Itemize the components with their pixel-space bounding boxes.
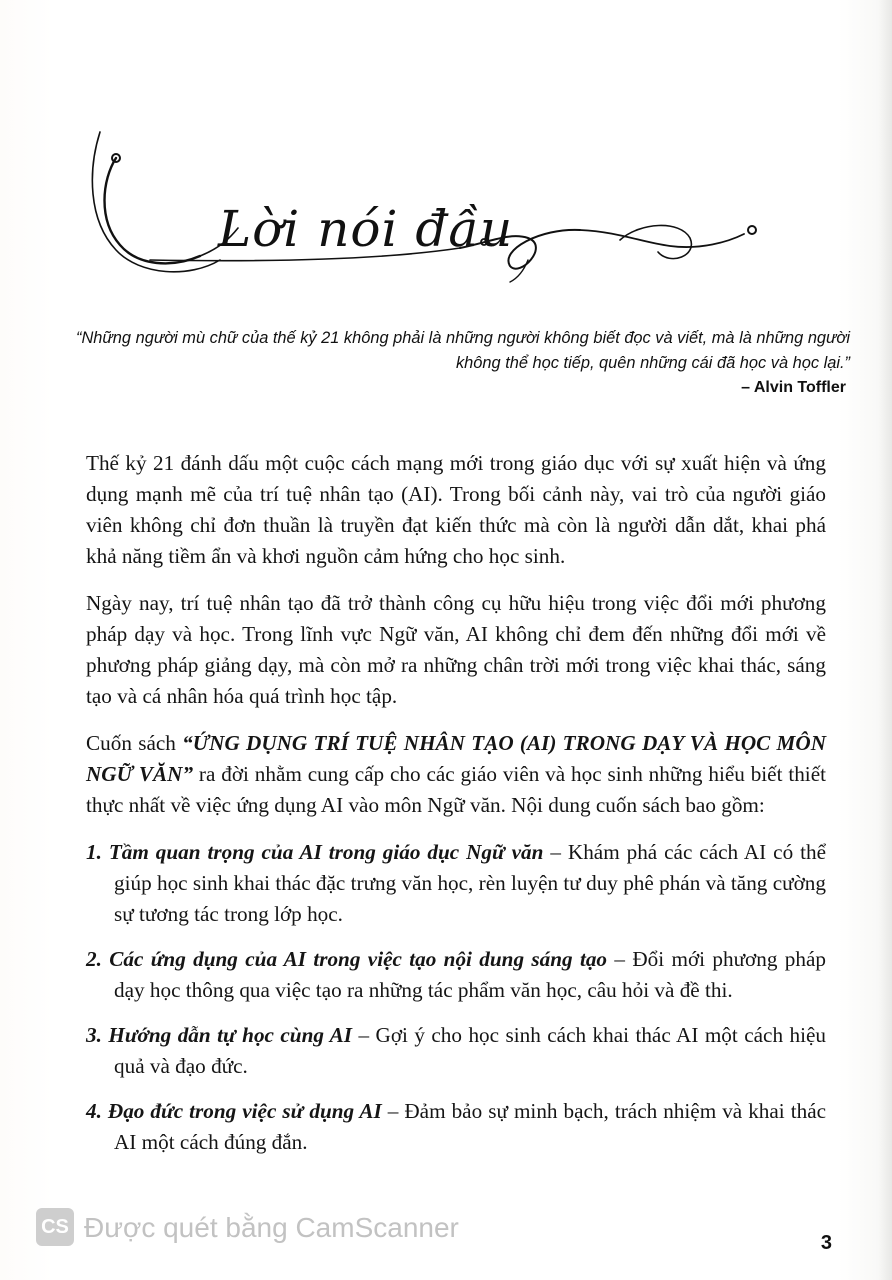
list-item-head: 4. Đạo đức trong việc sử dụng AI — [86, 1099, 382, 1123]
intro-paragraph — [86, 728, 826, 821]
list-item-desc: – Gợi ý cho học sinh cách khai thác AI một cách hiệu quả và đạo đức. — [114, 1023, 826, 1078]
list-item — [86, 1096, 826, 1158]
page-title: Lời nói đầu — [218, 200, 514, 258]
list-item-desc: – Đổi mới phương pháp dạy học thông qua việc tạo ra những tác phẩm văn học, câu hỏi và đề thi. — [114, 947, 826, 1002]
paragraph-2: Ngày nay, trí tuệ nhân tạo đã trở thành công cụ hữu hiệu trong việc đổi mới phương pháp dạy và học. Trong lĩnh vực Ngữ văn, AI không chỉ đem đến những đổi mới về phương pháp giảng dạy, mà còn mở ra những chân trời mới trong việc khai thác, sáng tạo và cá nhân hóa quá trình học tập. — [86, 591, 826, 708]
intro-lead: Cuốn sách — [86, 731, 183, 755]
body-text — [86, 448, 826, 1172]
camscanner-logo-icon: CS — [36, 1208, 74, 1246]
contents-list — [86, 837, 826, 1158]
list-item-head: 3. Hướng dẫn tự học cùng AI — [86, 1023, 353, 1047]
list-item — [86, 1020, 826, 1082]
camscanner-watermark: Được quét bằng CamScanner — [84, 1212, 459, 1243]
page-number: 3 — [820, 1232, 832, 1254]
page-edge-shadow — [878, 0, 892, 1280]
list-item-desc: – Khám phá các cách AI có thể giúp học sinh khai thác đặc trưng văn học, rèn luyện tư duy phê phán và tăng cường sự tương tác trong lớp học. — [114, 840, 826, 926]
list-item-head: 2. Các ứng dụng của AI trong việc tạo nội dung sáng tạo — [86, 947, 608, 971]
list-item — [86, 944, 826, 1006]
epigraph-quote: “Những người mù chữ của thế kỷ 21 không phải là những người không biết đọc và viết, mà là những người không thể học tiếp, quên những cái đã học và học lại.” — [76, 329, 850, 372]
paragraph-1: Thế kỷ 21 đánh dấu một cuộc cách mạng mới trong giáo dục với sự xuất hiện và ứng dụng mạnh mẽ của trí tuệ nhân tạo (AI). Trong bối cảnh này, vai trò của người giáo viên không chỉ đơn thuần là truyền đạt kiến thức mà còn là người dẫn dắt, khai phá khả năng tiềm ẩn và khơi nguồn cảm hứng cho học sinh. — [86, 451, 826, 568]
list-item — [86, 837, 826, 930]
list-item-head: 1. Tầm quan trọng của AI trong giáo dục Ngữ văn — [86, 840, 544, 864]
list-item-desc: – Đảm bảo sự minh bạch, trách nhiệm và khai thác AI một cách đúng đắn. — [114, 1099, 827, 1154]
book-title: “ỨNG DỤNG TRÍ TUỆ NHÂN TẠO (AI) TRONG DẠY VÀ HỌC MÔN NGỮ VĂN” — [86, 731, 826, 786]
epigraph-author: – Alvin Toffler — [741, 379, 846, 396]
intro-rest: ra đời nhằm cung cấp cho các giáo viên và học sinh những hiểu biết thiết thực nhất về việc ứng dụng AI vào môn Ngữ văn. Nội dung cuốn sách bao gồm: — [86, 762, 826, 817]
